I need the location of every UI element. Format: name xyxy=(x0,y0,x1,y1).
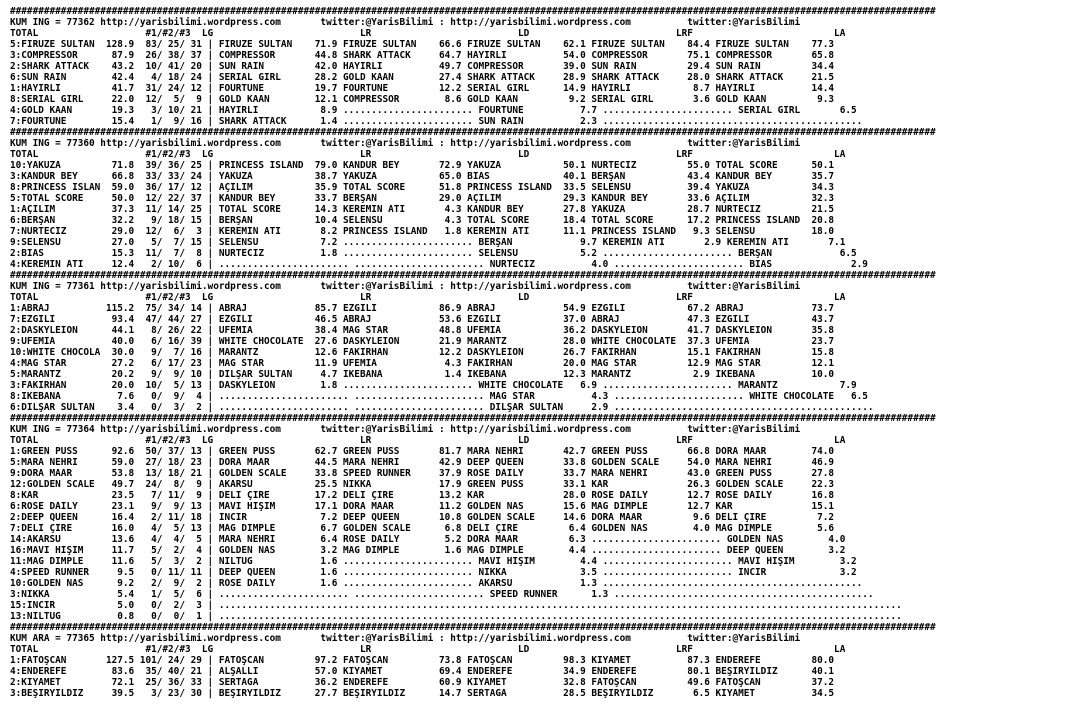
text-line: KUM ING = 77362 http://yarisbilimi.wordpress.com twitter:@YarisBilimi : http://yarisbilimi.wordpress.com twitter:@YarisBilimi xyxy=(10,17,801,28)
text-line: 15:İNCİR 5.0 0/ 2/ 3 | ......................................................................................................................... xyxy=(10,600,902,611)
text-line: 9:DORA MAAR 53.8 13/ 18/ 21 | GOLDEN SCALE 33.8 SPEED RUNNER 37.9 ROSE DAILY 33.7 MARA NEHRİ 43.0 GREEN PUSS 27.8 xyxy=(10,468,835,479)
text-line: 6:BERŞAN 32.2 9/ 18/ 15 | BERŞAN 10.4 SELENSU 4.3 TOTAL SCORE 18.4 TOTAL SCORE 17.2 PRINCESS ISLAND 20.8 xyxy=(10,215,835,226)
text-line: 4:KEREMİN ATI 12.4 2/ 10/ 6 | ....................... ....................... NURTECİZ 4.0 ....................... BIAS 2.9 xyxy=(10,259,868,270)
text-line: 1:AÇILIM 37.3 11/ 14/ 25 | TOTAL SCORE 14.3 KEREMİN ATI 4.3 KANDUR BEY 27.8 YAKUZA 28.7 NURTECİZ 21.5 xyxy=(10,204,835,215)
text-line: #################################################################################################################################################################### xyxy=(10,622,936,633)
text-line: 7:FOURTUNE 15.4 1/ 9/ 16 | SHARK ATTACK 1.4 ....................... SUN RAIN 2.3 .............................................. xyxy=(10,116,863,127)
text-line: 4:MAG STAR 27.2 6/ 17/ 23 | MAG STAR 11.9 UFEMIA 4.3 FAKİRHAN 20.0 MAG STAR 12.9 MAG STAR 12.1 xyxy=(10,358,835,369)
text-line: 3:FAKİRHAN 20.0 10/ 5/ 13 | DASKYLEION 1.8 ....................... WHITE CHOCOLATE 6.9 ....................... MARANTZ 7.9 xyxy=(10,380,857,391)
text-line: 5:MARA NEHRİ 59.0 27/ 18/ 23 | DORA MAAR 44.5 MARA NEHRİ 42.9 DEEP QUEEN 33.8 GOLDEN SCALE 54.0 MARA NEHRİ 46.9 xyxy=(10,457,835,468)
text-line: 2:SHARK ATTACK 43.2 10/ 41/ 20 | SUN RAIN 42.0 HAYIRLI 49.7 COMPRESSOR 39.0 SUN RAIN 29.4 SUN RAIN 34.4 xyxy=(10,61,835,72)
text-line: 6:SUN RAIN 42.4 4/ 18/ 24 | SERIAL GIRL 28.2 GOLD KAAN 27.4 SHARK ATTACK 28.9 SHARK ATTACK 28.0 SHARK ATTACK 21.5 xyxy=(10,72,835,83)
text-line: KUM ING = 77364 http://yarisbilimi.wordpress.com twitter:@YarisBilimi : http://yarisbilimi.wordpress.com twitter:@YarisBilimi xyxy=(10,424,801,435)
text-line: 14:AKARSU 13.6 4/ 4/ 5 | MARA NEHRİ 6.4 ROSE DAILY 5.2 DORA MAAR 6.3 ....................... GOLDEN NAS 4.0 xyxy=(10,534,846,545)
text-line: 10:WHITE CHOCOLA 30.0 9/ 7/ 16 | MARANTZ 12.6 FAKİRHAN 12.2 DASKYLEION 26.7 FAKİRHAN 15.1 FAKİRHAN 15.8 xyxy=(10,347,835,358)
text-line: 2:BIAS 15.3 11/ 7/ 8 | NURTECİZ 1.8 ....................... SELENSU 5.2 ....................... BERŞAN 6.5 xyxy=(10,248,857,259)
text-line: 5:FİRUZE SULTAN 128.9 83/ 25/ 31 | FİRUZE SULTAN 71.9 FİRUZE SULTAN 66.6 FİRUZE SULTAN 62.1 FİRUZE SULTAN 84.4 FİRUZE SULTAN 77.3 xyxy=(10,39,835,50)
text-line: 9:SELENSU 27.0 5/ 7/ 15 | SELENSU 7.2 ....................... BERŞAN 9.7 KEREMİN ATI 2.9 KEREMİN ATI 7.1 xyxy=(10,237,846,248)
text-line: 16:MAVİ HIŞIM 11.7 5/ 2/ 4 | GOLDEN NAS 3.2 MAG DIMPLE 1.6 MAG DIMPLE 4.4 ....................... DEEP QUEEN 3.2 xyxy=(10,545,846,556)
text-line: #################################################################################################################################################################### xyxy=(10,127,936,138)
text-line: 3:KANDUR BEY 66.8 33/ 33/ 24 | YAKUZA 38.7 YAKUZA 65.0 BIAS 40.1 BERŞAN 43.4 KANDUR BEY 35.7 xyxy=(10,171,835,182)
text-line: TOTAL #1/#2/#3 LG LR LD LRF LA xyxy=(10,292,846,303)
text-line: 5:TOTAL SCORE 50.0 12/ 22/ 37 | KANDUR BEY 33.7 BERŞAN 29.0 AÇILIM 29.3 KANDUR BEY 33.6 AÇILIM 32.3 xyxy=(10,193,835,204)
text-line: TOTAL #1/#2/#3 LG LR LD LRF LA xyxy=(10,435,846,446)
text-line: 8:SERIAL GIRL 22.0 12/ 5/ 9 | GOLD KAAN 12.1 COMPRESSOR 8.6 GOLD KAAN 9.2 SERIAL GIRL 3.6 GOLD KAAN 9.3 xyxy=(10,94,835,105)
text-line: 7:DELİ ÇİRE 16.0 4/ 5/ 13 | MAG DIMPLE 6.7 GOLDEN SCALE 6.8 DELİ ÇİRE 6.4 GOLDEN NAS 4.0 MAG DIMPLE 5.6 xyxy=(10,523,835,534)
text-line: TOTAL #1/#2/#3 LG LR LD LRF LA xyxy=(10,28,846,39)
text-line: 7:EZGİLİ 93.4 47/ 44/ 27 | EZGİLİ 46.5 ABRAJ 53.6 EZGİLİ 37.0 ABRAJ 47.3 EZGİLİ 43.7 xyxy=(10,314,835,325)
text-line: TOTAL #1/#2/#3 LG LR LD LRF LA xyxy=(10,149,846,160)
text-line: 8:İKEBANA 7.6 0/ 9/ 4 | ....................... ....................... MAG STAR 4.3 ....................... WHITE CHOCOLATE 6.5 xyxy=(10,391,868,402)
text-line: 1:GREEN PUSS 92.6 50/ 37/ 13 | GREEN PUSS 62.7 GREEN PUSS 81.7 MARA NEHRİ 42.7 GREEN PUSS 66.8 DORA MAAR 74.0 xyxy=(10,446,835,457)
text-line: 2:DEEP QUEEN 16.4 2/ 11/ 18 | İNCİR 7.2 DEEP QUEEN 10.8 GOLDEN SCALE 14.6 DORA MAAR 9.6 DELİ ÇİRE 7.2 xyxy=(10,512,835,523)
text-line: 11:MAG DIMPLE 11.6 5/ 3/ 2 | NILTUĞ 1.6 ....................... MAVİ HIŞIM 4.4 ....................... MAVİ HIŞIM 3.2 xyxy=(10,556,857,567)
text-line: 2:KIYAMET 72.1 25/ 36/ 33 | SERTAĞA 36.2 ENDEREFE 60.9 KIYAMET 32.8 FATOŞCAN 49.6 FATOŞCAN 37.2 xyxy=(10,677,835,688)
text-line: #################################################################################################################################################################### xyxy=(10,413,936,424)
text-line: TOTAL #1/#2/#3 LG LR LD LRF LA xyxy=(10,644,846,655)
text-line: #################################################################################################################################################################### xyxy=(10,270,936,281)
text-line: 3:BEŞIRYILDIZ 39.5 3/ 23/ 30 | BEŞIRYILDIZ 27.7 BEŞIRYILDIZ 14.7 SERTAĞA 28.5 BEŞIRYILDIZ 6.5 KIYAMET 34.5 xyxy=(10,688,835,699)
text-line: 4:SPEED RUNNER 9.5 0/ 11/ 11 | DEEP QUEEN 1.6 ....................... NİKKA 3.5 ....................... İNCİR 3.2 xyxy=(10,567,857,578)
text-line: 4:GOLD KAAN 19.3 3/ 10/ 21 | HAYIRLI 8.9 ....................... FOURTUNE 7.7 ....................... SERIAL GIRL 6.5 xyxy=(10,105,857,116)
text-line: 10:GOLDEN NAS 9.2 2/ 9/ 2 | ROSE DAILY 1.6 ....................... AKARSU 1.3 .............................................. xyxy=(10,578,863,589)
text-line: #################################################################################################################################################################### xyxy=(10,6,936,17)
text-line: 6:DİLŞAR SULTAN 3.4 0/ 3/ 2 | ....................... ....................... DİLŞAR SULTAN 2.9 .............................................. xyxy=(10,402,874,413)
text-line: 8:PRINCESS ISLAN 59.0 36/ 17/ 12 | AÇILIM 35.9 TOTAL SCORE 51.8 PRINCESS ISLAND 33.5 SELENSU 39.4 YAKUZA 34.3 xyxy=(10,182,835,193)
text-line: 2:DASKYLEION 44.1 8/ 26/ 22 | UFEMIA 38.4 MAG STAR 48.8 UFEMIA 36.2 DASKYLEION 41.7 DASKYLEION 35.8 xyxy=(10,325,835,336)
text-line: 4:ENDEREFE 83.6 35/ 40/ 21 | ALŞALLI 57.0 KIYAMET 69.4 ENDEREFE 34.9 ENDEREFE 80.1 BEŞIRYILDIZ 40.1 xyxy=(10,666,835,677)
text-line: 7:NURTECİZ 29.0 12/ 6/ 3 | KEREMİN ATI 8.2 PRINCESS ISLAND 1.8 KEREMİN ATI 11.1 PRINCESS ISLAND 9.3 SELENSU 18.0 xyxy=(10,226,835,237)
text-line: 1:HAYIRLI 41.7 31/ 24/ 12 | FOURTUNE 19.7 FOURTUNE 12.2 SERIAL GIRL 14.9 HAYIRLI 8.7 HAYIRLI 14.4 xyxy=(10,83,835,94)
text-line: KUM ING = 77360 http://yarisbilimi.wordpress.com twitter:@YarisBilimi : http://yarisbilimi.wordpress.com twitter:@YarisBilimi xyxy=(10,138,801,149)
text-line: 1:FATOŞCAN 127.5 101/ 24/ 29 | FATOŞCAN 97.2 FATOŞCAN 73.8 FATOŞCAN 98.3 KIYAMET 87.3 ENDEREFE 80.0 xyxy=(10,655,835,666)
text-line: 8:KAR 23.5 7/ 11/ 9 | DELİ ÇİRE 17.2 DELİ ÇİRE 13.2 KAR 28.0 ROSE DAILY 12.7 ROSE DAILY 16.8 xyxy=(10,490,835,501)
text-line: KUM ARA = 77365 http://yarisbilimi.wordpress.com twitter:@YarisBilimi : http://yarisbilimi.wordpress.com twitter:@YarisBilimi xyxy=(10,633,801,644)
text-line: 5:MARANTZ 20.2 9/ 9/ 10 | DİLŞAR SULTAN 4.7 İKEBANA 1.4 İKEBANA 12.3 MARANTZ 2.9 İKEBANA 10.0 xyxy=(10,369,835,380)
text-line: KUM ING = 77361 http://yarisbilimi.wordpress.com twitter:@YarisBilimi : http://yarisbilimi.wordpress.com twitter:@YarisBilimi xyxy=(10,281,801,292)
text-line: 12:GOLDEN SCALE 49.7 24/ 8/ 9 | AKARSU 25.5 NİKKA 17.9 GREEN PUSS 33.1 KAR 26.3 GOLDEN SCALE 22.3 xyxy=(10,479,835,490)
text-line: 3:NİKKA 5.4 1/ 5/ 6 | ....................... ....................... SPEED RUNNER 1.3 .............................................. xyxy=(10,589,874,600)
text-line: 3:COMPRESSOR 87.9 26/ 38/ 37 | COMPRESSOR 44.8 SHARK ATTACK 64.7 HAYIRLI 54.0 COMPRESSOR 75.1 COMPRESSOR 65.8 xyxy=(10,50,835,61)
text-line: 6:ROSE DAILY 23.1 9/ 9/ 13 | MAVİ HIŞIM 17.1 DORA MAAR 11.2 GOLDEN NAS 15.6 MAG DIMPLE 12.7 KAR 15.1 xyxy=(10,501,835,512)
text-line: 10:YAKUZA 71.8 39/ 36/ 25 | PRINCESS ISLAND 79.0 KANDUR BEY 72.9 YAKUZA 50.1 NURTECİZ 55.0 TOTAL SCORE 50.1 xyxy=(10,160,835,171)
text-line: 1:ABRAJ 115.2 75/ 34/ 14 | ABRAJ 85.7 EZGİLİ 86.9 ABRAJ 54.9 EZGİLİ 67.2 ABRAJ 73.7 xyxy=(10,303,835,314)
text-line: 13:NILTUĞ 0.8 0/ 0/ 1 | ......................................................................................................................... xyxy=(10,611,902,622)
text-line: 9:UFEMIA 40.0 6/ 16/ 39 | WHITE CHOCOLATE 27.6 DASKYLEION 21.9 MARANTZ 28.0 WHITE CHOCOLATE 37.3 UFEMIA 23.7 xyxy=(10,336,835,347)
